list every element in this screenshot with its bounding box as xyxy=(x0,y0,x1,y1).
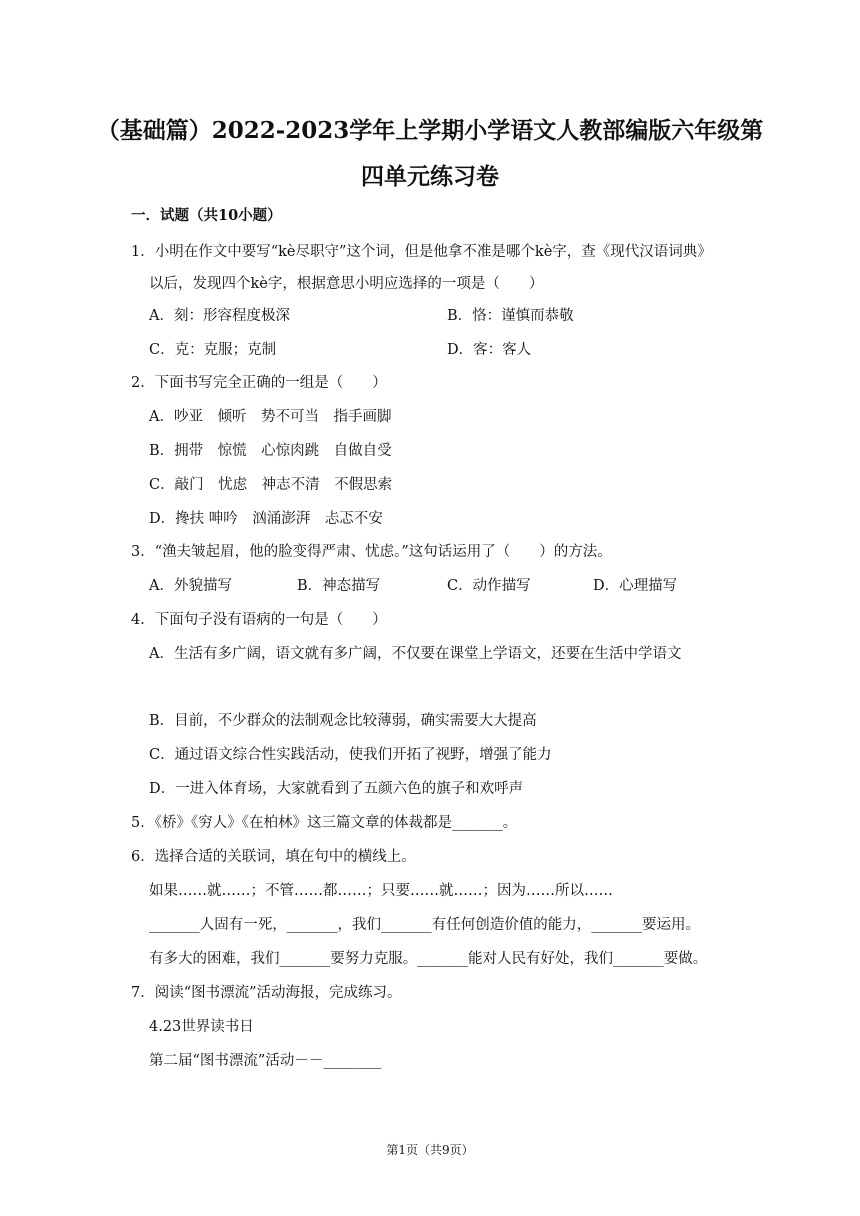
q3-option-d: D．心理描写 xyxy=(593,578,678,594)
q3-option-b: B．神态描写 xyxy=(297,578,381,594)
q3-option-c: C．动作描写 xyxy=(447,578,531,594)
q3-option-a: A．外貌描写 xyxy=(149,578,232,594)
q4-option-d: D．一进入体育场，大家就看到了五颜六色的旗子和欢呼声 xyxy=(149,781,524,797)
q2-option-d: D．搀扶 呻吟 汹涌澎湃 忐忑不安 xyxy=(149,511,383,527)
q7-line-1: 4.23世界读书日 xyxy=(149,1019,254,1035)
q2-option-c: C．敲门 忧虑 神志不清 不假思索 xyxy=(149,477,393,493)
q6-options: 如果……就……；不管……都……；只要……就……；因为……所以…… xyxy=(149,883,613,899)
q1-stem-line-1: 1．小明在作文中要写“kè尽职守”这个词，但是他拿不准是哪个kè字，查《现代汉语词典》 xyxy=(131,244,712,260)
section-heading: 一．试题（共10小题） xyxy=(131,207,282,224)
q1-option-a: A．刻：形容程度极深 xyxy=(149,308,290,324)
q7-line-2: 第二届“图书漂流”活动－－________ xyxy=(149,1053,382,1069)
q1-stem-line-2: 以后，发现四个kè字，根据意思小明应选择的一项是（ ） xyxy=(149,276,544,292)
q6-line-2: 有多大的困难，我们_______要努力克服。_______能对人民有好处，我们_______要做。 xyxy=(149,951,708,967)
q4-option-c: C．通过语文综合性实践活动，使我们开拓了视野，增强了能力 xyxy=(149,747,552,763)
q2-option-a: A．吵亚 倾听 势不可当 指手画脚 xyxy=(149,409,392,425)
q2-stem: 2．下面书写完全正确的一组是（ ） xyxy=(131,375,387,391)
q1-option-c: C．克：克服；克制 xyxy=(149,342,277,358)
q7-stem: 7．阅读“图书漂流”活动海报，完成练习。 xyxy=(131,985,402,1001)
q1-option-b: B．恪：谨慎而恭敬 xyxy=(447,308,574,324)
q3-stem: 3．“渔夫皱起眉，他的脸变得严肃、忧虑。”这句话运用了（ ）的方法。 xyxy=(131,544,612,560)
page-footer: 第1页（共9页） xyxy=(386,1143,474,1157)
title-line-2: 四单元练习卷 xyxy=(361,163,499,190)
q4-option-b: B．目前，不少群众的法制观念比较薄弱，确实需要大大提高 xyxy=(149,713,537,729)
q6-stem: 6．选择合适的关联词，填在句中的横线上。 xyxy=(131,849,416,865)
q5-stem: 5．《桥》《穷人》《在柏林》这三篇文章的体裁都是_______。 xyxy=(131,815,518,831)
q4-stem: 4．下面句子没有语病的一句是（ ） xyxy=(131,612,387,628)
q2-option-b: B．拥带 惊慌 心惊肉跳 自做自受 xyxy=(149,443,392,459)
title-line-1: （基础篇）2022-2023学年上学期小学语文人教部编版六年级第 xyxy=(96,117,764,144)
q4-option-a: A．生活有多广阔，语文就有多广阔，不仅要在课堂上学语文，还要在生活中学语文 xyxy=(149,646,682,662)
q6-line-1: _______人固有一死，_______，我们_______有任何创造价值的能力，_______要运用。 xyxy=(149,917,700,933)
q1-option-d: D．客：客人 xyxy=(447,342,532,358)
